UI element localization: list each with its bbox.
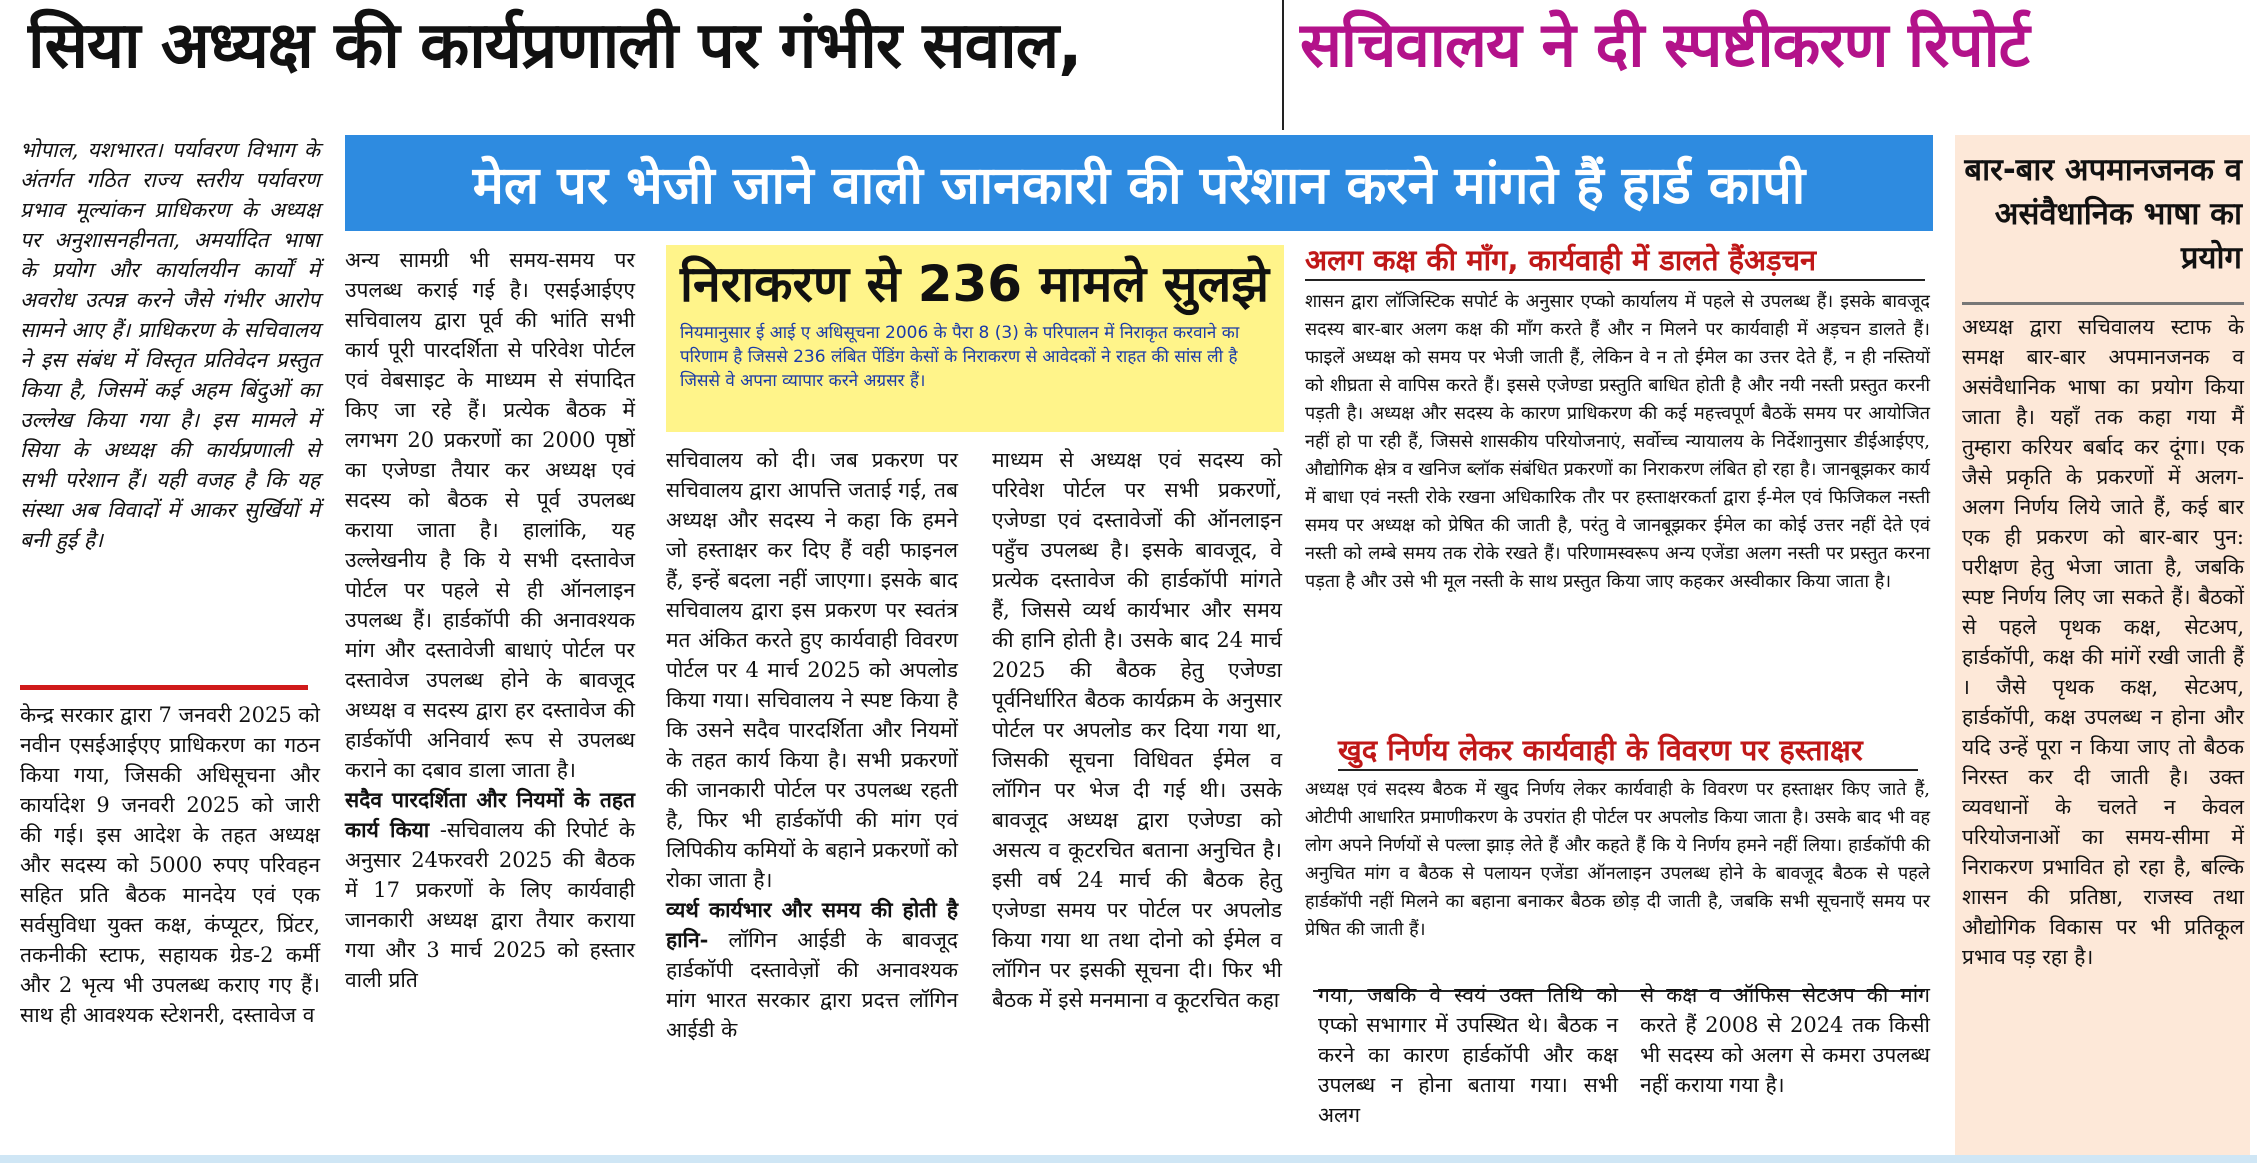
- column-2-text: [345, 245, 635, 1155]
- headline-part-1: सिया अध्यक्ष की कार्यप्रणाली पर गंभीर सवाल,: [28, 9, 1082, 83]
- headline-part-2: सचिवालय ने दी स्पष्टीकरण रिपोर्ट: [1300, 8, 2029, 81]
- sidebar-title: बार-बार अपमानजनक व असंवैधानिक भाषा का प्रयोग: [1964, 152, 2242, 276]
- intro-paragraph: भोपाल, यशभारत। पर्यावरण विभाग के अंतर्गत गठित राज्य स्तरीय पर्यावरण प्रभाव मूल्यांकन प्राधिकरण के अध्यक्ष पर अनुशासनहीनता, अमर्यादित भाषा के प्रयोग और कार्यालयीन कार्यों में अवरोध उत्पन्न करने जैसे गंभीर आरोप सामने आए हैं। प्राधिकरण के सचिवालय ने इस संबंध में विस्तृत प्रतिवेदन प्रस्तुत किया है, जिसमें कई अहम बिंदुओं का उल्लेख किया गया है। इस मामले में सिया के अध्यक्ष की कार्यप्रणाली से सभी परेशान हैं। यही वजह है कि यह संस्था अब विवादों में आकर सुर्खियों में बनी हुई है।: [20, 138, 320, 552]
- column-2-subhead: सदैव पारदर्शिता और नियमों के तहत कार्य किया: [345, 787, 635, 842]
- right-paragraph-2: अध्यक्ष एवं सदस्य बैठक में खुद निर्णय लेकर कार्यवाही के विवरण पर हस्ताक्षर किए जाते हैं, ओटीपी आधारित प्रमाणीकरण के उपरांत ही पोर्टल पर अपलोड किया जाता है। उसके बाद भी वह लोग अपने निर्णयों से पल्ला झाड़ लेते हैं और कहते हैं कि ये निर्णय हमने नहीं लिया। हार्डकॉपी की अनुचित मांग व बैठक से पलायन एजेंडा ऑनलाइन उपलब्ध होने के बावजूद बैठक से पहले हार्डकॉपी नहीं मिलने का बहाना बनाकर बैठक छोड़ दी जाती है, जबकि सभी सूचनाएँ समय पर प्रेषित की जाती हैं।: [1305, 779, 1930, 940]
- blue-banner-headline: मेल पर भेजी जाने वाली जानकारी की परेशान करने मांगते हैं हार्ड कापी: [345, 135, 1933, 231]
- column-2-paragraph-1: अन्य सामग्री भी समय-समय पर उपलब्ध कराई गई है। एसईआईएए सचिवालय द्वारा पूर्व की भांति सभी कार्य पूरी पारदर्शिता से परिवेश पोर्टल एवं वेबसाइट के माध्यम से संपादित किए जा रहे हैं। प्रत्येक बैठक में लगभग 20 प्रकरणों का 2000 पृष्ठों का एजेण्डा तैयार कर अध्यक्ष एवं सदस्य को बैठक से पूर्व उपलब्ध कराया जाता है। हालांकि, यह उल्लेखनीय है कि ये सभी दस्तावेज पोर्टल पर पहले से ही ऑनलाइन उपलब्ध हैं। हार्डकॉपी की अनावश्यक मांग और दस्तावेजी बाधाएं पोर्टल पर दस्तावेज उपलब्ध होने के बावजूद अध्यक्ष व सदस्य द्वारा हर दस्तावेज की हार्डकॉपी अनिवार्य रूप से उपलब्ध कराने का दबाव डाला जाता है।: [345, 248, 635, 782]
- highlight-box: [666, 245, 1284, 432]
- right-subhead-1: अलग कक्ष की माँग, कार्यवाही में डालते हैंअड़चन: [1305, 243, 1925, 281]
- column-3-paragraph-2: लॉगिन आईडी के बावजूद हार्डकॉपी दस्तावेज़ों की अनावश्यक मांग भारत सरकार द्वारा प्रदत्त लॉगिन आईडी के: [666, 928, 958, 1042]
- headline-divider: [1282, 0, 1284, 130]
- column-4-text: माध्यम से अध्यक्ष एवं सदस्य को परिवेश पोर्टल पर सभी प्रकरणों, एजेण्डा एवं दस्तावेजों की ऑनलाइन पहुँच उपलब्ध है। इसके बावजूद, वे प्रत्येक दस्तावेज की हार्डकॉपी मांगते हैं, जिससे व्यर्थ कार्यभार और समय की हानि होती है। उसके बाद 24 मार्च 2025 की बैठक हेतु एजेण्डा पूर्वनिर्धारित बैठक कार्यक्रम के अनुसार पोर्टल पर अपलोड कर दिया गया था, जिसकी सूचना विधिवत ईमेल व लॉगिन पर भेज दी गई थी। उसके बावजूद अध्यक्ष द्वारा एजेण्डा को असत्य व कूटरचित बताना अनुचित है। इसी वर्ष 24 मार्च की बैठक हेतु एजेण्डा समय पर पोर्टल पर अपलोड किया गया था तथा दोनो को ईमेल व लॉगिन पर इसकी सूचना दी। फिर भी बैठक में इसे मनमाना व कूटरचित कहा: [992, 448, 1282, 1012]
- right-subhead-2: खुद निर्णय लेकर कार्यवाही के विवरण पर हस्ताक्षर: [1338, 733, 1918, 771]
- highlight-title: निराकरण से 236 मामले सुलझे: [680, 255, 1270, 313]
- bottom-strip: [0, 1155, 2257, 1163]
- highlight-body: नियमानुसार ई आई ए अधिसूचना 2006 के पैरा 8 (3) के परिपालन में निराकृत करवाने का परिणाम है जिससे 236 लंबित पेंडिंग केसों के निराकरण से आवेदकों ने राहत की सांस ली है जिससे वे अपना व्यापार करने अग्रसर हैं।: [680, 323, 1240, 391]
- column-3-text: [666, 445, 958, 1155]
- right-continuation-right: से कक्ष व ऑफिस सेटअप की मांग करते हैं 2008 से 2024 तक किसी भी सदस्य को अलग से कमरा उपलब्ध नहीं कराया गया है।: [1640, 983, 1930, 1097]
- right-paragraph-1: शासन द्वारा लॉजिस्टिक सपोर्ट के अनुसार एप्को कार्यालय में पहले से उपलब्ध हैं। इसके बावजूद सदस्य बार-बार अलग कक्ष की माँग करते हैं और न मिलने पर कार्यवाही में अड़चन डालते हैं। फाइलें अध्यक्ष को समय पर भेजी जाती हैं, लेकिन वे न तो ईमेल का उत्तर देते हैं, न ही नस्तियों को शीघ्रता से वापिस करते हैं। इससे एजेण्डा प्रस्तुति बाधित होती है और नयी नस्ती प्रस्तुत करनी पड़ती है। अध्यक्ष और सदस्य के कारण प्राधिकरण की कई महत्त्वपूर्ण बैठकें समय पर आयोजित नहीं हो पा रही हैं, जिससे शासकीय परियोजनाएं, सर्वोच्च न्यायालय के निर्देशानुसार डीईआईएए, औद्योगिक क्षेत्र व खनिज ब्लॉक संबंधित प्रकरणों का निराकरण लंबित हो रहा है। जानबूझकर कार्य में बाधा एवं नस्ती रोके रखना अधिकारिक तौर पर हस्ताक्षरकर्ता द्वारा ई-मेल एवं फिजिकल नस्ती समय पर अध्यक्ष को प्रेषित की जाती है, परंतु वे जानबूझकर ईमेल का कोई उत्तर नहीं देते एवं नस्ती को लम्बे समय तक रोके रखते हैं। परिणामस्वरूप अन्य एजेंडा अलग नस्ती पर प्रस्तुत करना पड़ता है और उसे भी मूल नस्ती के साथ प्रस्तुत किया जाए कहकर अस्वीकार किया जाता है।: [1305, 291, 1930, 592]
- column-3-paragraph-1: सचिवालय को दी। जब प्रकरण पर सचिवालय द्वारा आपत्ति जताई गई, तब अध्यक्ष और सदस्य ने कहा कि हमने जो हस्ताक्षर कर दिए हैं वही फाइनल हैं, इन्हें बदला नहीं जाएगा। इसके बाद सचिवालय द्वारा इस प्रकरण पर स्वतंत्र मत अंकित करते हुए कार्यवाही विवरण पोर्टल पर 4 मार्च 2025 को अपलोड किया गया। सचिवालय ने स्पष्ट किया है कि उसने सदैव पारदर्शिता और नियमों के तहत कार्य किया है। सभी प्रकरणों की जानकारी पोर्टल पर उपलब्ध रहती है, फिर भी हार्डकॉपी की मांग एवं लिपिकीय कमियों के बहाने प्रकरणों को रोका जाता है।: [666, 448, 958, 892]
- column-2-paragraph-2: -सचिवालय की रिपोर्ट के अनुसार 24फरवरी 2025 की बैठक में 17 प्रकरणों के लिए कार्यवाही जानकारी अध्यक्ष द्वारा तैयार कराया गया और 3 मार्च 2025 को हस्तार वाली प्रति: [345, 818, 635, 992]
- sidebar-body: अध्यक्ष द्वारा सचिवालय स्टाफ के समक्ष बार-बार अपमानजनक व असंवैधानिक भाषा का प्रयोग किया जाता है। यहाँ तक कहा गया मैं तुम्हारा करियर बर्बाद कर दूंगा। एक जैसे प्रकृति के प्रकरणों में अलग-अलग निर्णय लिये जाते हैं, कई बार एक ही प्रकरण को बार-बार पुन: परीक्षण हेतु भेजा जाता है, जबकि स्पष्ट निर्णय लिए जा सकते हैं। बैठकों से पहले पृथक कक्ष, सेटअप, हार्डकॉपी, कक्ष की मांगें रखी जाती हैं । जैसे पृथक कक्ष, सेटअप, हार्डकॉपी, कक्ष उपलब्ध न होना और यदि उन्हें पूरा न किया जाए तो बैठक निरस्त कर दी जाती है। उक्त व्यवधानों के चलते न केवल परियोजनाओं का समय-सीमा में निराकरण प्रभावित हो रहा है, बल्कि शासन की प्रतिष्ठा, राजस्व तथा औद्योगिक विकास पर भी प्रतिकूल प्रभाव पड़ रहा है।: [1962, 315, 2244, 969]
- right-continuation-left: गया, जबकि वे स्वयं उक्त तिथि को एप्को सभागार में उपस्थित थे। बैठक न करने का कारण हार्डकॉपी और कक्ष उपलब्ध न होना बताया गया। सभी अलग: [1318, 983, 1618, 1127]
- intro-red-rule: [20, 685, 308, 690]
- sidebar-rule: [1962, 302, 2244, 305]
- column-1-text: केन्द्र सरकार द्वारा 7 जनवरी 2025 को नवीन एसईआईएए प्राधिकरण का गठन किया गया, जिसकी अधिसूचना और कार्यादेश 9 जनवरी 2025 को जारी की गई। इस आदेश के तहत अध्यक्ष और सदस्य को 5000 रुपए परिवहन सहित प्रति बैठक मानदेय एवं एक सर्वसुविधा युक्त कक्ष, कंप्यूटर, प्रिंटर, तकनीकी स्टाफ, सहायक ग्रेड-2 कर्मी और 2 भृत्य भी उपलब्ध कराए गए हैं। साथ ही आवश्यक स्टेशनरी, दस्तावेज व: [20, 703, 320, 1027]
- column-3-subhead: व्यर्थ कार्यभार और समय की होती है हानि-: [666, 897, 958, 952]
